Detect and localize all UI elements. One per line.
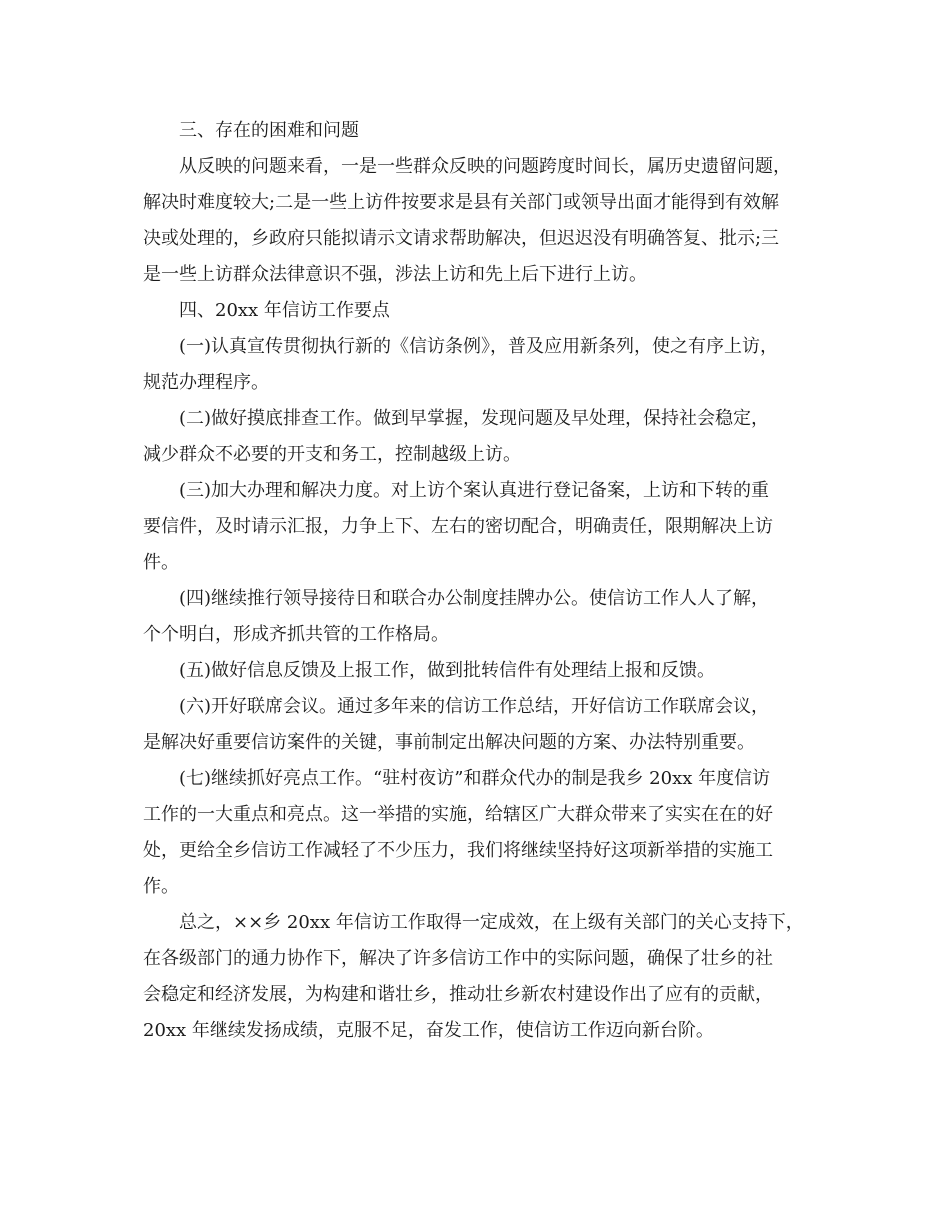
paragraph-line: 作。 — [143, 876, 179, 897]
paragraph-line: 从反映的问题来看，一是一些群众反映的问题跨度时间长，属历史遗留问题， — [179, 156, 791, 177]
paragraph-line: 要信件，及时请示汇报，力争上下、左右的密切配合，明确责任，限期解决上访 — [143, 516, 773, 537]
paragraph-line: (七)继续抓好亮点工作。“驻村夜访”和群众代办的制是我乡 20xx 年度信访 — [179, 768, 771, 789]
paragraph-line: (一)认真宣传贯彻执行新的《信访条例》，普及应用新条列，使之有序上访， — [179, 336, 779, 357]
paragraph-line: 解决时难度较大;二是一些上访件按要求是县有关部门或领导出面才能得到有效解 — [143, 192, 780, 213]
paragraph-line: 20xx 年继续发扬成绩，克服不足，奋发工作，使信访工作迈向新台阶。 — [143, 1020, 714, 1041]
section-heading-3: 三、存在的困难和问题 — [179, 120, 359, 141]
paragraph-line: 个个明白，形成齐抓共管的工作格局。 — [143, 624, 449, 645]
paragraph-line: 总之，××乡 20xx 年信访工作取得一定成效，在上级有关部门的关心支持下， — [179, 912, 804, 933]
paragraph-line: 处，更给全乡信访工作减轻了不少压力，我们将继续坚持好这项新举措的实施工 — [143, 840, 773, 861]
paragraph-line: (三)加大办理和解决力度。对上访个案认真进行登记备案，上访和下转的重 — [179, 480, 770, 501]
paragraph-line: 件。 — [143, 552, 179, 573]
paragraph-line: 减少群众不必要的开支和务工，控制越级上访。 — [143, 444, 521, 465]
paragraph-line: 在各级部门的通力协作下，解决了许多信访工作中的实际问题，确保了壮乡的社 — [143, 948, 773, 969]
paragraph-line: 决或处理的，乡政府只能拟请示文请求帮助解决，但迟迟没有明确答复、批示;三 — [143, 228, 780, 249]
paragraph-line: (二)做好摸底排查工作。做到早掌握，发现问题及早处理，保持社会稳定， — [179, 408, 770, 429]
paragraph-line: 规范办理程序。 — [143, 372, 269, 393]
paragraph-line: (五)做好信息反馈及上报工作，做到批转信件有处理结上报和反馈。 — [179, 660, 716, 681]
paragraph-line: 会稳定和经济发展，为构建和谐壮乡，推动壮乡新农村建设作出了应有的贡献， — [143, 984, 773, 1005]
paragraph-line: 是解决好重要信访案件的关键，事前制定出解决问题的方案、办法特别重要。 — [143, 732, 755, 753]
paragraph-line: (四)继续推行领导接待日和联合办公制度挂牌办公。使信访工作人人了解， — [179, 588, 770, 609]
section-heading-4: 四、20xx 年信访工作要点 — [179, 300, 390, 321]
paragraph-line: (六)开好联席会议。通过多年来的信访工作总结，开好信访工作联席会议， — [179, 696, 770, 717]
paragraph-line: 工作的一大重点和亮点。这一举措的实施，给辖区广大群众带来了实实在在的好 — [143, 804, 773, 825]
paragraph-line: 是一些上访群众法律意识不强，涉法上访和先上后下进行上访。 — [143, 264, 647, 285]
